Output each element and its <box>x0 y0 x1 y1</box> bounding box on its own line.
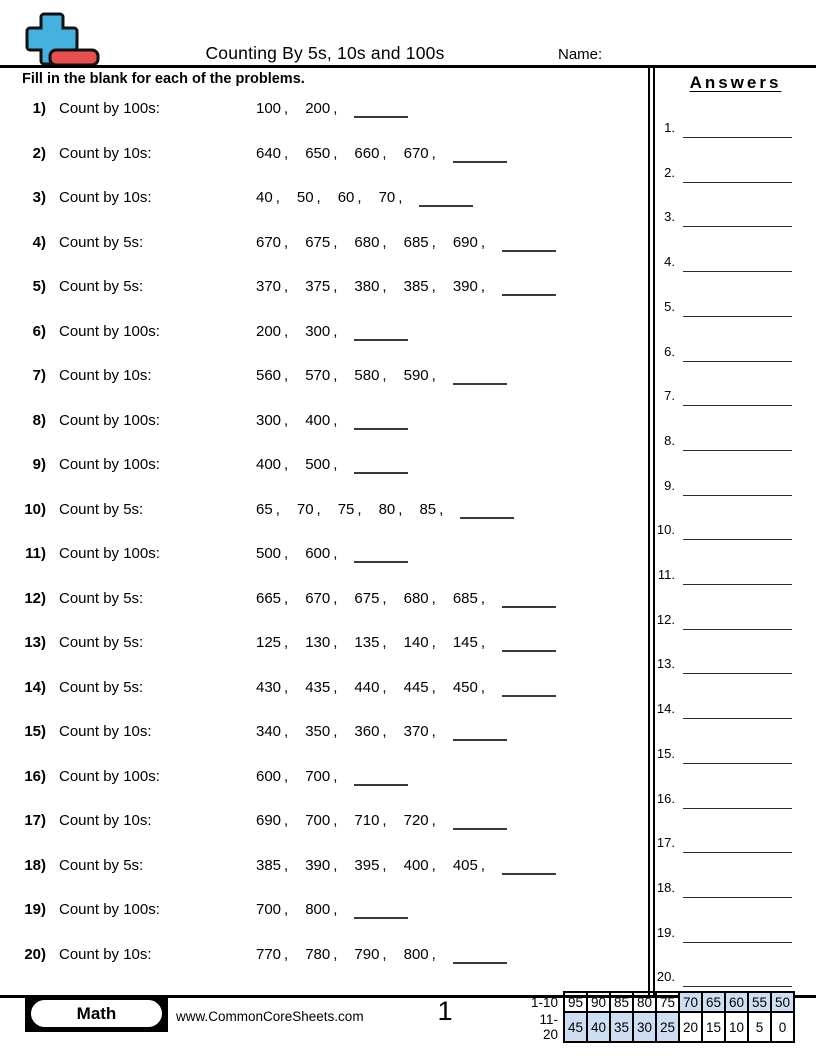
problem-label: Count by 5s: <box>59 233 144 251</box>
score-cell: 70 <box>679 992 702 1012</box>
score-row <box>528 1012 794 1042</box>
sequence-number: 370 , <box>256 278 289 295</box>
fill-in-blank[interactable] <box>354 339 408 341</box>
sequence-number: 780 , <box>305 945 338 963</box>
number-sequence <box>256 901 408 918</box>
fill-in-blank[interactable] <box>453 828 507 830</box>
problem-row <box>0 412 648 432</box>
problem-row <box>0 634 648 654</box>
sequence-number: 665 , <box>256 589 289 607</box>
score-cell: 75 <box>656 992 679 1012</box>
problem-number: 3) <box>32 189 46 206</box>
answer-number: 2. <box>664 164 675 180</box>
fill-in-blank[interactable] <box>502 250 556 252</box>
problem-label: Count by 100s: <box>59 456 160 473</box>
fill-in-blank[interactable] <box>354 428 408 430</box>
sequence-number: 70 , <box>296 500 321 518</box>
sequence-number: 400 , <box>403 856 436 874</box>
answer-number: 5. <box>664 298 675 314</box>
sequence-number: 390 , <box>452 278 486 295</box>
sequence-number: 675 , <box>305 233 338 251</box>
fill-in-blank[interactable] <box>419 205 473 207</box>
sequence-number: 710 , <box>354 812 387 829</box>
score-cell: 30 <box>633 1012 656 1042</box>
problem-label: Count by 100s: <box>59 767 160 785</box>
problem-label: Count by 5s: <box>59 278 144 295</box>
sequence-number: 600 , <box>256 767 289 785</box>
score-cell: 50 <box>771 992 794 1012</box>
problem-row <box>0 501 648 521</box>
sequence-number: 370 , <box>403 723 436 740</box>
answer-number: 6. <box>664 343 675 359</box>
answer-blank-line[interactable] <box>683 182 792 183</box>
problem-row <box>0 145 648 165</box>
problem-row <box>0 323 648 343</box>
problem-label: Count by 5s: <box>59 856 144 874</box>
sequence-number: 65 , <box>256 500 280 518</box>
answer-item <box>655 880 816 898</box>
sequence-number: 660 , <box>354 144 387 162</box>
problem-number: 6) <box>32 322 46 340</box>
answer-number: 9. <box>664 477 675 493</box>
answer-item <box>655 701 816 719</box>
page-number: 1 <box>437 996 453 1026</box>
answer-number: 12. <box>656 611 675 627</box>
answer-number: 14. <box>656 701 675 717</box>
subject-badge <box>25 995 168 1032</box>
score-cell: 90 <box>587 992 610 1012</box>
answer-number: 18. <box>656 879 675 895</box>
problem-number: 13) <box>24 634 46 651</box>
score-cell: 20 <box>679 1012 702 1042</box>
problem-number: 16) <box>24 767 46 785</box>
answer-item <box>655 791 816 809</box>
answer-item <box>655 925 816 943</box>
problems-list <box>0 68 648 995</box>
sequence-number: 385 , <box>403 278 436 295</box>
score-cell: 95 <box>564 992 587 1012</box>
problem-number: 18) <box>24 856 46 874</box>
number-sequence <box>256 278 556 295</box>
sequence-number: 400 , <box>256 456 289 473</box>
sequence-number: 390 , <box>305 856 338 874</box>
sequence-number: 380 , <box>354 278 387 295</box>
sequence-number: 135 , <box>354 634 387 651</box>
number-sequence <box>256 323 408 340</box>
problem-label: Count by 10s: <box>59 367 152 384</box>
score-cell: 45 <box>564 1012 587 1042</box>
answer-number: 1. <box>664 120 675 135</box>
fill-in-blank[interactable] <box>354 472 408 474</box>
sequence-number: 570 , <box>305 367 338 384</box>
score-range-label: 11-20 <box>539 1012 558 1042</box>
number-sequence <box>256 634 556 651</box>
answer-number: 8. <box>664 432 675 448</box>
score-cell: 5 <box>748 1012 771 1042</box>
answer-number: 16. <box>656 790 675 806</box>
problem-number: 4) <box>32 233 46 251</box>
score-cell: 0 <box>771 1012 794 1042</box>
score-cell: 65 <box>702 992 725 1012</box>
problem-label: Count by 100s: <box>59 901 160 918</box>
answer-number: 4. <box>664 254 675 270</box>
problem-label: Count by 100s: <box>59 322 160 340</box>
number-sequence <box>256 946 507 963</box>
sequence-number: 445 , <box>403 678 436 696</box>
number-sequence <box>256 234 556 251</box>
problem-row <box>0 679 648 699</box>
sequence-number: 340 , <box>256 723 289 740</box>
problem-row <box>0 367 648 387</box>
sequence-number: 580 , <box>354 367 387 384</box>
score-table-body <box>528 992 794 1042</box>
sequence-number: 690 , <box>256 812 289 829</box>
answer-blank-line[interactable] <box>683 495 792 496</box>
number-sequence <box>256 590 556 607</box>
answer-blank-line[interactable] <box>683 808 792 809</box>
score-cell: 15 <box>702 1012 725 1042</box>
answer-item <box>655 656 816 674</box>
answer-number: 17. <box>656 835 675 851</box>
answer-number: 11. <box>657 567 675 582</box>
subject-label: Math <box>31 1000 162 1027</box>
sequence-number: 690 , <box>452 233 486 251</box>
fill-in-blank[interactable] <box>354 116 408 118</box>
answer-number: 13. <box>656 656 675 672</box>
problem-label: Count by 5s: <box>59 500 144 518</box>
answer-item <box>655 254 816 272</box>
problem-number: 5) <box>32 278 46 295</box>
fill-in-blank[interactable] <box>502 294 556 296</box>
sequence-number: 685 , <box>403 233 436 251</box>
problem-row <box>0 723 648 743</box>
name-label: Name: <box>558 46 603 63</box>
instructions-text: Fill in the blank for each of the problems. <box>22 71 305 87</box>
sequence-number: 700 , <box>256 901 289 918</box>
problem-row <box>0 857 648 877</box>
answer-item <box>655 835 816 853</box>
sequence-number: 500 , <box>305 456 338 473</box>
fill-in-blank[interactable] <box>453 962 507 964</box>
sequence-number: 680 , <box>354 233 387 251</box>
answer-blank-line[interactable] <box>683 539 792 540</box>
problem-number: 9) <box>32 456 46 473</box>
fill-in-blank[interactable] <box>354 917 408 919</box>
answer-blank-line[interactable] <box>683 450 792 451</box>
fill-in-blank[interactable] <box>502 695 556 697</box>
sequence-number: 800 , <box>305 901 338 918</box>
answer-number: 10. <box>656 522 675 538</box>
fill-in-blank[interactable] <box>453 739 507 741</box>
problem-number: 7) <box>32 367 46 384</box>
answer-blank-line[interactable] <box>683 584 792 585</box>
score-cell: 85 <box>610 992 633 1012</box>
answer-blank-line[interactable] <box>683 361 792 362</box>
problem-number: 17) <box>24 812 46 829</box>
sequence-number: 85 , <box>419 500 444 518</box>
problem-label: Count by 10s: <box>59 144 152 162</box>
sequence-number: 800 , <box>403 945 436 963</box>
fill-in-blank[interactable] <box>502 650 556 652</box>
answer-blank-line[interactable] <box>683 763 792 764</box>
sequence-number: 50 , <box>296 189 321 206</box>
sequence-number: 400 , <box>305 411 338 429</box>
fill-in-blank[interactable] <box>354 784 408 786</box>
sequence-number: 600 , <box>305 545 338 562</box>
problem-row <box>0 456 648 476</box>
problem-number: 14) <box>24 678 46 696</box>
problem-row <box>0 946 648 966</box>
answer-blank-line[interactable] <box>683 629 792 630</box>
problem-row <box>0 234 648 254</box>
answer-blank-line[interactable] <box>683 137 792 138</box>
answer-blank-line[interactable] <box>683 986 792 987</box>
worksheet-title: Counting By 5s, 10s and 100s <box>205 43 445 63</box>
number-sequence <box>256 723 507 740</box>
answer-blank-line[interactable] <box>683 942 792 943</box>
answer-blank-line[interactable] <box>683 852 792 853</box>
problem-number: 10) <box>24 500 46 518</box>
answer-blank-line[interactable] <box>683 271 792 272</box>
answers-column <box>648 68 816 995</box>
sequence-number: 685 , <box>452 589 486 607</box>
sequence-number: 300 , <box>305 322 338 340</box>
score-cell: 35 <box>610 1012 633 1042</box>
answer-item <box>655 165 816 183</box>
answer-number: 20. <box>656 969 675 985</box>
answer-item <box>655 299 816 317</box>
score-cell: 55 <box>748 992 771 1012</box>
sequence-number: 130 , <box>305 634 338 651</box>
problem-label: Count by 10s: <box>59 723 152 740</box>
answer-item <box>655 969 816 987</box>
problem-number: 1) <box>32 100 46 117</box>
answer-item <box>655 746 816 764</box>
answer-blank-line[interactable] <box>683 718 792 719</box>
number-sequence <box>256 501 514 518</box>
sequence-number: 670 , <box>305 589 338 607</box>
problem-number: 15) <box>24 723 46 740</box>
sequence-number: 200 , <box>305 100 338 117</box>
problem-label: Count by 10s: <box>59 945 152 963</box>
sequence-number: 560 , <box>256 367 289 384</box>
problem-number: 20) <box>24 945 46 963</box>
problem-label: Count by 100s: <box>59 100 160 117</box>
number-sequence <box>256 367 507 384</box>
number-sequence <box>256 189 473 206</box>
sequence-number: 40 , <box>256 189 280 206</box>
sequence-number: 200 , <box>256 322 289 340</box>
sequence-number: 80 , <box>378 500 403 518</box>
sequence-number: 100 , <box>256 100 289 117</box>
problem-row <box>0 100 648 120</box>
sequence-number: 435 , <box>305 678 338 696</box>
sequence-number: 300 , <box>256 411 289 429</box>
sequence-number: 700 , <box>305 812 338 829</box>
score-cell: 25 <box>656 1012 679 1042</box>
score-range-label: 1-10 <box>530 994 558 1010</box>
sequence-number: 75 , <box>337 500 362 518</box>
answer-number: 7. <box>664 388 675 404</box>
problem-label: Count by 10s: <box>59 189 152 206</box>
number-sequence <box>256 100 408 117</box>
sequence-number: 430 , <box>256 678 289 696</box>
answer-item <box>655 567 816 585</box>
answer-blank-line[interactable] <box>683 316 792 317</box>
answer-item <box>655 522 816 540</box>
problem-number: 8) <box>32 411 46 429</box>
answer-number: 3. <box>664 209 675 225</box>
fill-in-blank[interactable] <box>460 517 514 519</box>
score-cell: 60 <box>725 992 748 1012</box>
score-table <box>528 991 795 1043</box>
sequence-number: 700 , <box>305 767 338 785</box>
fill-in-blank[interactable] <box>354 561 408 563</box>
number-sequence <box>256 145 507 162</box>
number-sequence <box>256 812 507 829</box>
sequence-number: 140 , <box>403 634 436 651</box>
score-cell: 80 <box>633 992 656 1012</box>
sequence-number: 640 , <box>256 144 289 162</box>
website-link[interactable]: www.CommonCoreSheets.com <box>176 1009 364 1024</box>
sequence-number: 395 , <box>354 856 387 874</box>
problem-number: 2) <box>32 144 46 162</box>
problem-row <box>0 278 648 298</box>
sequence-number: 720 , <box>403 812 436 829</box>
sequence-number: 350 , <box>305 723 338 740</box>
fill-in-blank[interactable] <box>453 161 507 163</box>
problem-row <box>0 189 648 209</box>
sequence-number: 440 , <box>354 678 387 696</box>
sequence-number: 680 , <box>403 589 436 607</box>
answer-blank-line[interactable] <box>683 897 792 898</box>
problem-label: Count by 100s: <box>59 545 160 562</box>
problem-label: Count by 5s: <box>59 678 144 696</box>
problem-label: Count by 5s: <box>59 589 144 607</box>
sequence-number: 790 , <box>354 945 387 963</box>
answers-header: Answers <box>689 73 782 92</box>
sequence-number: 60 , <box>337 189 362 206</box>
answer-item <box>655 209 816 227</box>
problem-label: Count by 10s: <box>59 812 152 829</box>
sequence-number: 670 , <box>403 144 436 162</box>
problem-label: Count by 100s: <box>59 411 160 429</box>
sequence-number: 145 , <box>452 634 486 651</box>
sequence-number: 125 , <box>256 634 289 651</box>
answer-number: 19. <box>656 924 675 940</box>
answer-item <box>655 120 816 138</box>
sequence-number: 385 , <box>256 856 289 874</box>
answer-blank-line[interactable] <box>683 405 792 406</box>
sequence-number: 500 , <box>256 545 289 562</box>
number-sequence <box>256 545 408 562</box>
number-sequence <box>256 412 408 429</box>
problem-number: 12) <box>24 589 46 607</box>
score-row <box>528 992 794 1012</box>
answer-item <box>655 478 816 496</box>
sequence-number: 375 , <box>305 278 338 295</box>
sequence-number: 450 , <box>452 678 486 696</box>
sequence-number: 650 , <box>305 144 338 162</box>
sequence-number: 670 , <box>256 233 289 251</box>
fill-in-blank[interactable] <box>502 873 556 875</box>
problem-row <box>0 812 648 832</box>
sequence-number: 770 , <box>256 945 289 963</box>
number-sequence <box>256 768 408 785</box>
problem-row <box>0 901 648 921</box>
fill-in-blank[interactable] <box>502 606 556 608</box>
sequence-number: 675 , <box>354 589 387 607</box>
answer-item <box>655 612 816 630</box>
problem-number: 19) <box>24 901 46 918</box>
number-sequence <box>256 456 408 473</box>
sequence-number: 405 , <box>452 856 486 874</box>
answer-blank-line[interactable] <box>683 673 792 674</box>
sequence-number: 590 , <box>403 367 436 384</box>
answer-number: 15. <box>656 745 675 761</box>
sequence-number: 360 , <box>354 723 387 740</box>
problem-row <box>0 590 648 610</box>
answer-item <box>655 344 816 362</box>
problem-row <box>0 545 648 565</box>
answer-item <box>655 388 816 406</box>
answer-item <box>655 433 816 451</box>
score-cell: 40 <box>587 1012 610 1042</box>
sequence-number: 70 , <box>378 189 403 206</box>
problem-label: Count by 5s: <box>59 634 144 651</box>
score-cell: 10 <box>725 1012 748 1042</box>
problem-row <box>0 768 648 788</box>
number-sequence <box>256 679 556 696</box>
problem-number: 11) <box>25 545 46 562</box>
fill-in-blank[interactable] <box>453 383 507 385</box>
answer-blank-line[interactable] <box>683 226 792 227</box>
number-sequence <box>256 857 556 874</box>
